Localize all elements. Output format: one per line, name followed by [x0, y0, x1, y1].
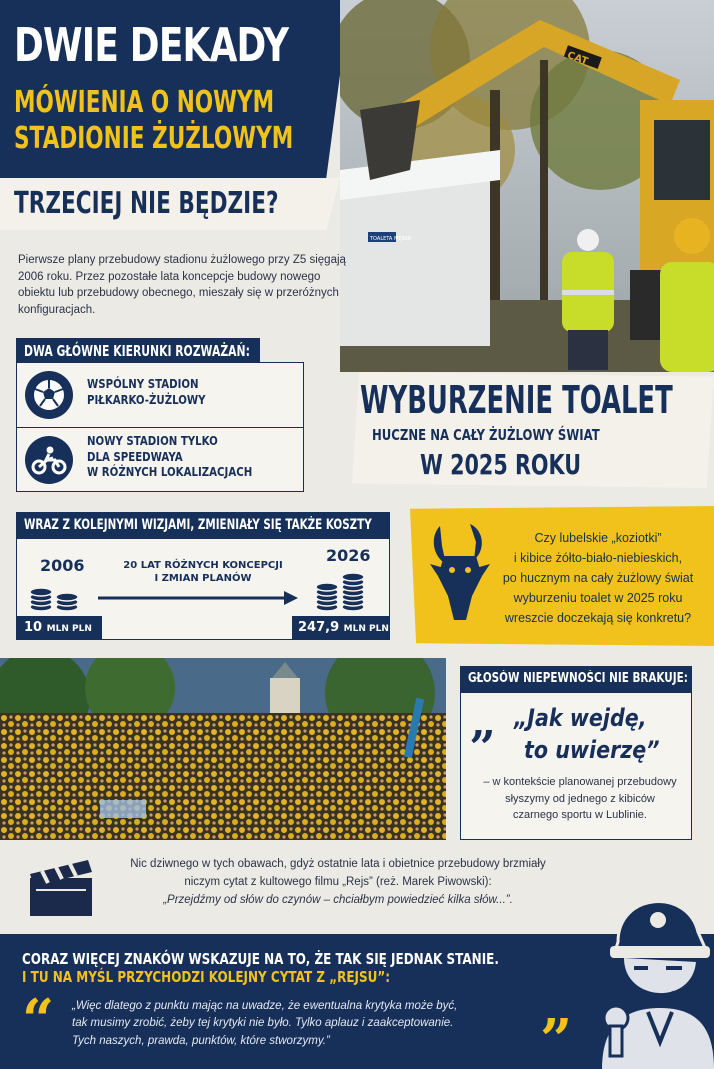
motorcycle-icon: [25, 436, 73, 484]
costs-heading: [16, 512, 390, 538]
quote-icon: „: [470, 694, 497, 748]
rejs-quote: [72, 998, 542, 1050]
quote-close-icon: ”: [540, 1007, 573, 1069]
direction-item: [17, 363, 303, 427]
fans-crowd-illustration: [0, 658, 446, 840]
headline-line-2: MÓWIENIA O NOWYM: [14, 85, 275, 120]
film-quote: „Przejdźmy od słów do czynów – chciałbym powiedzieć kilka słów...”.: [163, 893, 513, 906]
cost-value-start: [16, 616, 102, 640]
bottom-heading: CORAZ WIĘCEJ ZNAKÓW WSKAZUJE NA TO, ŻE TAK SIĘ JEDNAK STANIE.: [22, 950, 499, 968]
cost-value-unit: MLN PLN: [343, 624, 389, 634]
voices-heading: [460, 666, 692, 692]
arrow-right-icon: [98, 588, 298, 608]
direction-item: [17, 427, 303, 491]
coins-large-icon: [313, 567, 373, 613]
cost-value-unit: MLN PLN: [46, 624, 92, 634]
source-line: – w kontekście planowanej przebudowy: [483, 776, 677, 788]
cost-year-start: 2006: [40, 556, 85, 575]
captain-portrait-icon: [588, 872, 714, 1069]
directions-heading-text: DWA GŁÓWNE KIERUNKI ROZWAŻAŃ:: [24, 342, 250, 360]
bottom-subheading: I TU NA MYŚL PRZYCHODZI KOLEJNY CYTAT Z „REJSU”:: [22, 968, 391, 986]
demolition-year: W 2025 ROKU: [420, 448, 582, 481]
film-text-line: niczym cytat z kultowego filmu „Rejs” (reż. Marek Piwowski):: [184, 875, 492, 888]
quote-open-icon: “: [22, 987, 55, 1053]
film-text-line: Nic dziwnego w tych obawach, gdyż ostatnie lata i obietnice przebudowy brzmiały: [130, 858, 546, 870]
directions-list: [16, 362, 304, 492]
source-line: słyszymy od jednego z kibiców: [505, 792, 655, 805]
direction-label: NOWY STADION TYLKO: [87, 434, 218, 448]
rejs-quote-line: tak musimy zrobić, żeby tej krytyki nie było. Tylko aplauz i zaakceptowanie.: [72, 1017, 454, 1030]
headline-question: TRZECIEJ NIE BĘDZIE?: [14, 186, 279, 221]
fan-quote-line-1: „Jak wejdę,: [514, 704, 647, 732]
cost-note-line: 20 LAT RÓŻNYCH KONCEPCJI: [123, 560, 283, 571]
goat-question-text: [492, 528, 704, 628]
fan-quote-source: [474, 774, 686, 824]
headline-line-1: DWIE DEKADY: [14, 18, 289, 72]
cost-year-end: 2026: [326, 546, 371, 565]
svg-text:TOALETA MĘSKA: TOALETA MĘSKA: [370, 236, 412, 242]
intro-paragraph: Pierwsze plany przebudowy stadionu żużlowego przy Z5 sięgają 2006 roku. Przez pozostałe lata koncepcje budowy nowego obiektu lub przebudowy obecnego, mieszały się w przeróżnych konfiguracjach.: [18, 254, 346, 317]
svg-text:CAT: CAT: [565, 50, 590, 68]
demolition-title: WYBURZENIE TOALET: [360, 378, 673, 422]
direction-label: DLA SPEEDWAYA: [87, 449, 183, 464]
goat-text-line: po hucznym na cały żużlowy świat: [502, 571, 694, 585]
headline-line-3: STADIONIE ŻUŻLOWYM: [14, 121, 294, 156]
voices-heading-text: GŁOSÓW NIEPEWNOŚCI NIE BRAKUJE:: [468, 671, 688, 686]
directions-heading: [16, 338, 260, 364]
cost-value-end: [292, 616, 390, 640]
fans-crowd-photo: [0, 658, 446, 840]
goat-text-line: i kibice żółto-biało-niebieskich,: [513, 551, 683, 565]
direction-label: W RÓŻNYCH LOKALIZACJACH: [87, 465, 253, 480]
goat-text-line: Czy lubelskie „koziotki”: [534, 531, 662, 545]
soccer-ball-icon: [25, 371, 73, 419]
demolition-subtitle: HUCZNE NA CAŁY ŻUŻLOWY ŚWIAT: [372, 426, 600, 444]
source-line: czarnego sportu w Lublinie.: [513, 809, 647, 821]
direction-label: PIŁKARKO-ŻUŻLOWY: [87, 392, 206, 407]
cost-note-line: I ZMIAN PLANÓW: [154, 572, 252, 584]
clapperboard-icon: [26, 854, 96, 918]
cost-value-number: 247,9: [298, 620, 340, 635]
fan-quote-line-2: to uwierzę”: [524, 736, 660, 764]
demolition-photo: [340, 0, 714, 372]
goat-icon: [420, 516, 500, 626]
costs-heading-text: WRAZ Z KOLEJNYMI WIZJAMI, ZMIENIAŁY SIĘ TAKŻE KOSZTY: [24, 517, 372, 533]
rejs-quote-line: Tych naszych, prawda, punktów, które stworzymy.”: [72, 1034, 330, 1047]
rejs-quote-line: „Więc dlatego z punktu mając na uwadze, że ewentualna krytyka może być,: [72, 1000, 458, 1012]
goat-text-line: wreszcie doczekają się konkretu?: [504, 611, 692, 625]
coins-small-icon: [27, 581, 87, 613]
cost-timeline-note: [118, 560, 288, 585]
cost-value-number: 10: [24, 620, 43, 635]
direction-label: WSPÓLNY STADION: [87, 377, 199, 391]
demolition-photo-illustration: [340, 0, 714, 372]
film-paragraph: [118, 856, 558, 909]
goat-text-line: wyburzeniu toalet w 2025 roku: [513, 591, 683, 605]
